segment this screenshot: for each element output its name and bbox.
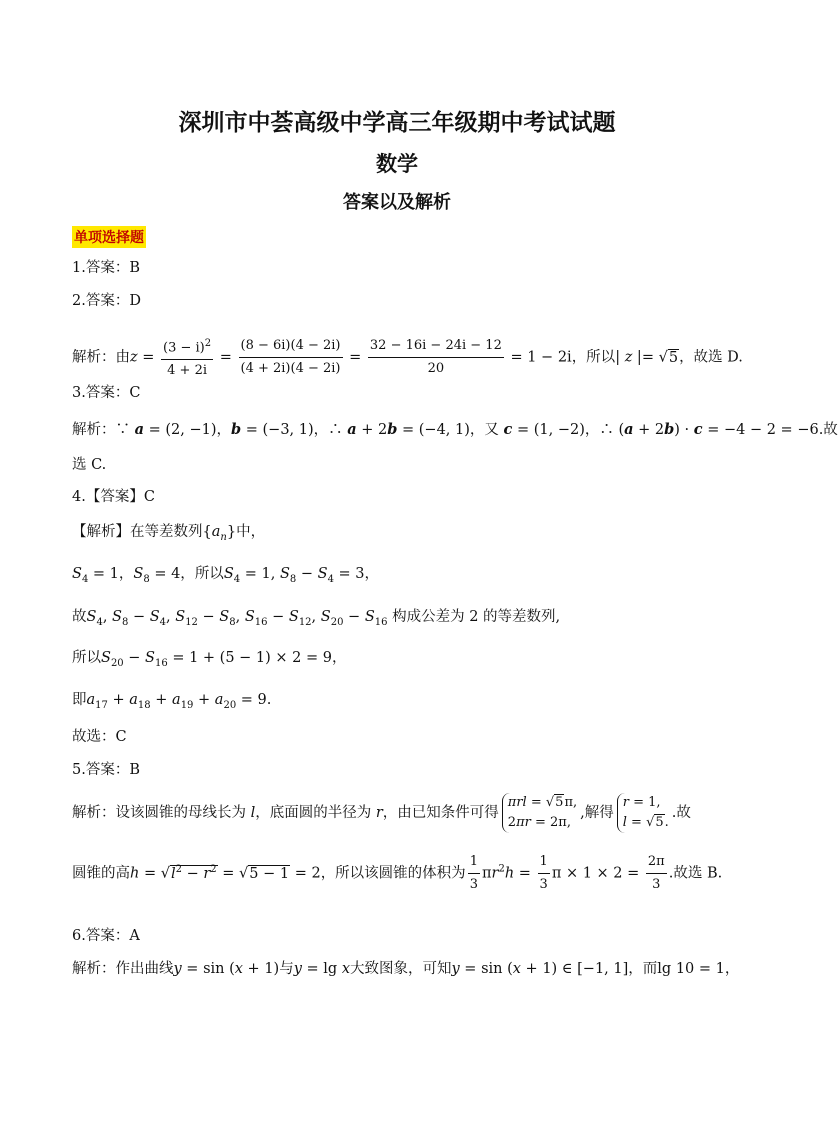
q2-explanation: 解析：由z = $\frac{(3 - i)^2}{4 + 2i}$ = $\frac{(8 - 6i)(4 - 2i)}{(4 + 2i)(4 - 2i)}$ = $\frac{32 - 16i - 24i - 12}{20}$ = 1 − 2i，所以| z |= √5，故选 D.	[72, 334, 732, 381]
q4-step-1: $S_4 = 1$，$S_8 = 4$，所以$S_4 = 1$, $S_8 - S_4 = 3$，	[72, 566, 380, 585]
q3-explanation: 解析：∵ a = (2, −1)，b = (−3, 1)，∴ a + 2b = (−4, 1)，又 c = (1, −2)，∴ (a + 2b) · c = −4 − 2 = −6.故	[72, 421, 838, 438]
section-label: 单项选择题	[72, 226, 146, 248]
q2-answer: 2.答案：D	[72, 293, 141, 309]
q5-explanation: 解析：设该圆锥的母线长为 l，底面圆的半径为 r，由已知条件可得πrl = √5π, 2πr = 2π,,解得r = 1, l = √5..故	[72, 793, 732, 833]
q4-answer: 4.【答案】C	[72, 489, 155, 505]
q3-answer: 3.答案：C	[72, 385, 141, 401]
q4-step-3: 所以$S_{20} - S_{16} = 1 + (5 - 1) \times 2 = 9$，	[72, 650, 347, 669]
q4-step-4: 即$a_{17} + a_{18} + a_{19} + a_{20} = 9$.	[72, 692, 272, 711]
q5-explanation-cont: 圆锥的高$h = √l^2 - r^2 = √5 - 1 = 2$，所以该圆锥的体积为 $\frac{1}{3}$ $\pi r^2h$ = $\frac{1}{3}$ π × 1 × 2 = $\frac{2\pi}{3}$ .故选 B.	[72, 854, 723, 892]
q5-answer: 5.答案：B	[72, 762, 140, 778]
exam-title: 深圳市中荟高级中学高三年级期中考试试题	[178, 110, 616, 136]
q3-explanation-cont: 选 C.	[72, 457, 107, 473]
q6-explanation: 解析：作出曲线y = sin (x + 1)与y = lg x大致图象，可知y = sin (x + 1) ∈ [−1, 1]，而lg 10 = 1，	[72, 961, 740, 977]
q4-explanation: 【解析】在等差数列$\{a_n\}$中，	[72, 524, 266, 543]
q6-answer: 6.答案：A	[72, 928, 140, 944]
q1-answer: 1.答案：B	[72, 260, 140, 276]
subject-title: 数学	[376, 152, 418, 176]
q4-step-2: 故$S_4$, $S_8 - S_4$, $S_{12} - S_8$, $S_{16} - S_{12}$, $S_{20} - S_{16}$ 构成公差为 2 的等差数列,	[72, 609, 561, 628]
answer-subtitle: 答案以及解析	[343, 192, 451, 213]
q4-result: 故选：C	[72, 729, 127, 745]
